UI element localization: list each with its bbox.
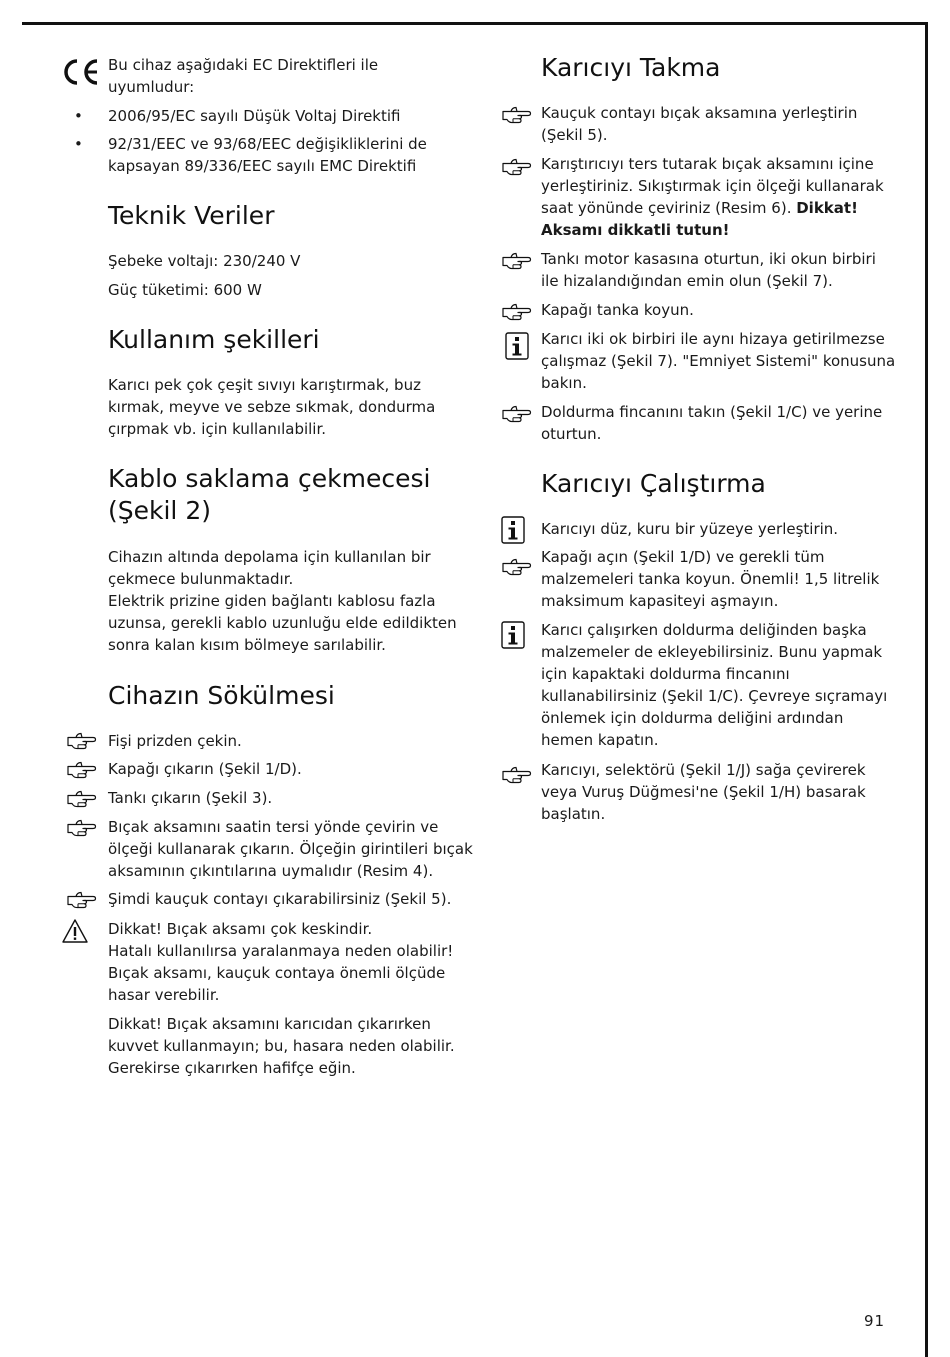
- text-line: Karıcı iki ok birbiri ile aynı hizaya getirilmezse: [541, 330, 885, 348]
- voltage-text: Şebeke voltajı: 230/240 V: [108, 252, 301, 270]
- kablo-text: [108, 546, 457, 656]
- text-line: Kauçuk contayı bıçak aksamına yerleştirin: [541, 104, 858, 122]
- top-rule: [22, 22, 928, 25]
- info-icon: [505, 332, 529, 360]
- pointing-hand-icon: [67, 790, 97, 808]
- calistirma-heading: Karıcıyı Çalıştırma: [541, 469, 766, 498]
- pointing-hand-icon: [502, 558, 532, 576]
- pointing-hand-icon: [67, 761, 97, 779]
- text-line: uzunsa, gerekli kablo uzunluğu elde edildikten: [108, 614, 457, 632]
- step-item: [108, 730, 242, 752]
- step-item: [108, 816, 473, 882]
- pointing-hand-icon: [67, 819, 97, 837]
- pointing-hand-icon: [502, 303, 532, 321]
- text-line: ölçeği kullanarak çıkarın. Ölçeğin girintileri bıçak: [108, 840, 473, 858]
- text-line: oturtun.: [541, 425, 602, 443]
- text-line: Dikkat! Bıçak aksamı çok keskindir.: [108, 920, 373, 938]
- takma-item: [541, 248, 876, 292]
- text-line: Şimdi kauçuk contayı çıkarabilirsiniz (Şekil 5).: [108, 890, 452, 908]
- text-line: Doldurma fincanını takın (Şekil 1/C) ve yerine: [541, 403, 883, 421]
- pointing-hand-icon: [502, 766, 532, 784]
- page-number: 91: [864, 1312, 886, 1330]
- pointing-hand-icon: [502, 252, 532, 270]
- pointing-hand-icon: [502, 405, 532, 423]
- bold-warning: Aksamı dikkatli tutun!: [541, 221, 730, 239]
- directive-line: 2006/95/EC sayılı Düşük Voltaj Direktifi: [108, 107, 401, 125]
- text-line: Kapağı çıkarın (Şekil 1/D).: [108, 760, 302, 778]
- takma-item: [541, 299, 694, 321]
- warning-text: [108, 918, 453, 1006]
- directive-line: kapsayan 89/336/EEC sayılı EMC Direktifi: [108, 157, 417, 175]
- step-item: [108, 787, 272, 809]
- calistirma-item: [541, 619, 887, 751]
- takma-item: [541, 401, 882, 445]
- text-line: sonra kalan kısım bölmeye sarılabilir.: [108, 636, 386, 654]
- text-line: veya Vuruş Düğmesi'ne (Şekil 1/H) basarak: [541, 783, 866, 801]
- text-line: Karıcı çalışırken doldurma deliğinden başka: [541, 621, 867, 639]
- ce-text-line: uyumludur:: [108, 78, 195, 96]
- step-item: [108, 888, 451, 910]
- text-line: Tankı çıkarın (Şekil 3).: [108, 789, 273, 807]
- info-icon: [501, 621, 525, 649]
- directive-item: [108, 133, 427, 177]
- text-line: kuvvet kullanmayın; bu, hasara neden olabilir.: [108, 1037, 455, 1055]
- teknik-heading: Teknik Veriler: [108, 201, 275, 230]
- kullanim-heading: Kullanım şekilleri: [108, 325, 320, 354]
- text-line: çalışmaz (Şekil 7). "Emniyet Sistemi" konusuna: [541, 352, 896, 370]
- text-line: Elektrik prizine giden bağlantı kablosu fazla: [108, 592, 436, 610]
- sokulmesi-heading: Cihazın Sökülmesi: [108, 681, 335, 710]
- bullet-dot: •: [74, 107, 83, 125]
- text-line: Kapağı açın (Şekil 1/D) ve gerekli tüm: [541, 548, 825, 566]
- directive-item: [108, 105, 401, 127]
- text-line: maksimum kapasiteyi aşmayın.: [541, 592, 779, 610]
- text-line: yerleştiriniz. Sıkıştırmak için ölçeği kullanarak: [541, 177, 884, 195]
- text-line: kullanabilirsiniz (Şekil 1/C). Çevreye sıçramayı: [541, 687, 888, 705]
- text-line: Cihazın altında depolama için kullanılan bir: [108, 548, 431, 566]
- text-line: Tankı motor kasasına oturtun, iki okun birbiri: [541, 250, 876, 268]
- ce-text-line: Bu cihaz aşağıdaki EC Direktifleri ile: [108, 56, 379, 74]
- text-line: Bıçak aksamını saatin tersi yönde çevirin ve: [108, 818, 439, 836]
- ce-text: [108, 54, 378, 98]
- bullet-dot: •: [74, 135, 83, 153]
- right-rule: [925, 22, 928, 1357]
- takma-item: [541, 328, 895, 394]
- takma-item: [541, 102, 857, 146]
- heading-line: (Şekil 2): [108, 496, 211, 525]
- text-line: hemen kapatın.: [541, 731, 659, 749]
- calistirma-item: [541, 546, 879, 612]
- takma-item: [541, 153, 884, 241]
- info-icon: [501, 516, 525, 544]
- text-line: malzemeler de ekleyebilirsiniz. Bunu yapmak: [541, 643, 883, 661]
- text-line: önlemek için doldurma deliğini ardından: [541, 709, 844, 727]
- calistirma-item: [541, 759, 866, 825]
- text-line: Hatalı kullanılırsa yaralanmaya neden olabilir!: [108, 942, 454, 960]
- text-line: Karıştırıcıyı ters tutarak bıçak aksamını içine: [541, 155, 874, 173]
- text-line: (Şekil 5).: [541, 126, 608, 144]
- kablo-heading: [108, 463, 430, 527]
- warning-icon: [61, 918, 89, 944]
- text-line: Gerekirse çıkarırken hafifçe eğin.: [108, 1059, 356, 1077]
- pointing-hand-icon: [502, 158, 532, 176]
- text-line: Karıcıyı, selektörü (Şekil 1/J) sağa çevirerek: [541, 761, 866, 779]
- pointing-hand-icon: [67, 732, 97, 750]
- kullanim-text: [108, 374, 435, 440]
- calistirma-item: [541, 518, 838, 540]
- warning-text-2: [108, 1013, 455, 1079]
- text-line: Fişi prizden çekin.: [108, 732, 242, 750]
- text-line: bakın.: [541, 374, 587, 392]
- takma-heading: Karıcıyı Takma: [541, 53, 721, 82]
- directive-line: 92/31/EEC ve 93/68/EEC değişikliklerini de: [108, 135, 427, 153]
- text-line: aksamının çıkıntılarına uymalıdır (Resim 4).: [108, 862, 434, 880]
- step-item: [108, 758, 302, 780]
- text-line: için kapaktaki doldurma fincanını: [541, 665, 790, 683]
- text-line: çırpmak vb. için kullanılabilir.: [108, 420, 327, 438]
- bold-warning: Dikkat!: [796, 199, 858, 217]
- heading-line: Kablo saklama çekmecesi: [108, 464, 431, 493]
- pointing-hand-icon: [67, 891, 97, 909]
- text-line: ile hizalandığından emin olun (Şekil 7).: [541, 272, 833, 290]
- ce-mark-icon: [60, 58, 100, 86]
- text-line: Kapağı tanka koyun.: [541, 301, 694, 319]
- text-line: hasar verebilir.: [108, 986, 220, 1004]
- text-line: Bıçak aksamı, kauçuk contaya önemli ölçüde: [108, 964, 446, 982]
- text-line: kırmak, meyve ve sebze sıkmak, dondurma: [108, 398, 436, 416]
- text-line: saat yönünde çeviriniz (Resim 6).: [541, 199, 797, 217]
- pointing-hand-icon: [502, 106, 532, 124]
- text-line: malzemeleri tanka koyun. Önemli! 1,5 litrelik: [541, 570, 880, 588]
- power-text: Güç tüketimi: 600 W: [108, 281, 262, 299]
- text-line: Karıcı pek çok çeşit sıvıyı karıştırmak, buz: [108, 376, 421, 394]
- text-line: Karıcıyı düz, kuru bir yüzeye yerleştirin.: [541, 520, 839, 538]
- text-line: çekmece bulunmaktadır.: [108, 570, 294, 588]
- text-line: Dikkat! Bıçak aksamını karıcıdan çıkarırken: [108, 1015, 431, 1033]
- text-line: başlatın.: [541, 805, 606, 823]
